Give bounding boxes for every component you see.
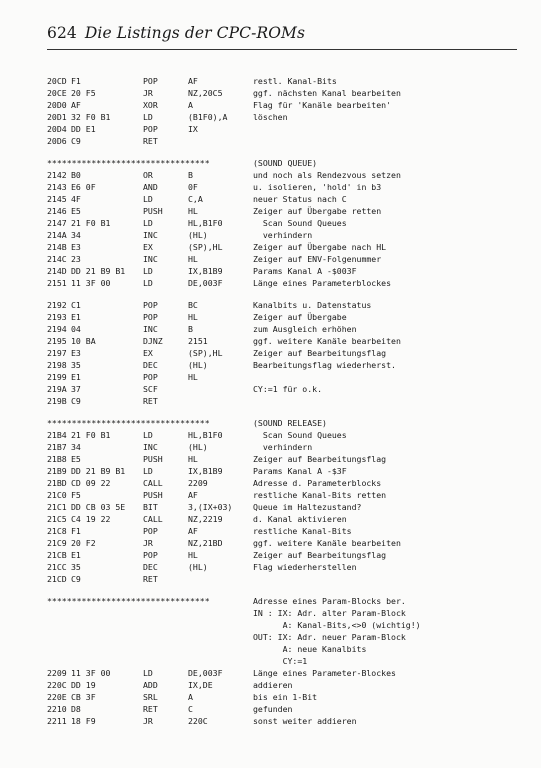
code-line [47, 668, 527, 680]
hex-bytes: E1 [71, 550, 81, 560]
hex-bytes: F1 [71, 76, 81, 86]
address: 21CB [47, 550, 67, 560]
separator-stars: ********************************* [47, 596, 210, 606]
address: 220C [47, 680, 67, 690]
operand: HL [188, 206, 198, 216]
hex-bytes: F1 [71, 526, 81, 536]
address: 2197 [47, 348, 67, 358]
code-line [47, 218, 527, 230]
mnemonic: XOR [143, 100, 158, 110]
operand: (HL) [188, 442, 208, 452]
hex-bytes: E1 [71, 312, 81, 322]
address: 21CD [47, 574, 67, 584]
hex-bytes: CD 09 22 [71, 478, 111, 488]
comment: OUT: IX: Adr. neuer Param-Block [253, 632, 406, 642]
code-line [47, 242, 527, 254]
hex-bytes: C9 [71, 574, 81, 584]
mnemonic: BIT [143, 502, 158, 512]
operand: (B1F0),A [188, 112, 228, 122]
operand: NZ,20C5 [188, 88, 223, 98]
comment: Flag für 'Kanäle bearbeiten' [253, 100, 392, 110]
mnemonic: LD [143, 466, 153, 476]
operand: DE,003F [188, 668, 223, 678]
address: 21CC [47, 562, 67, 572]
code-line [47, 526, 527, 538]
operand: HL [188, 254, 198, 264]
address: 214A [47, 230, 67, 240]
hex-bytes: 37 [71, 384, 81, 394]
operand: (HL) [188, 562, 208, 572]
comment: Länge eines Parameter-Blockes [253, 668, 396, 678]
mnemonic: INC [143, 254, 158, 264]
code-line [47, 704, 527, 716]
mnemonic: LD [143, 668, 153, 678]
hex-bytes: E5 [71, 454, 81, 464]
address: 20D4 [47, 124, 67, 134]
code-line [47, 656, 527, 668]
section-header-line [47, 596, 527, 608]
code-line [47, 170, 527, 182]
hex-bytes: E5 [71, 206, 81, 216]
hex-bytes: 35 [71, 562, 81, 572]
mnemonic: INC [143, 324, 158, 334]
operand: DE,003F [188, 278, 223, 288]
address: 2210 [47, 704, 67, 714]
comment: Scan Sound Queues [253, 430, 347, 440]
operand: HL [188, 372, 198, 382]
operand: AF [188, 526, 198, 536]
code-line [47, 254, 527, 266]
operand: B [188, 324, 193, 334]
hex-bytes: E6 0F [71, 182, 96, 192]
address: 2195 [47, 336, 67, 346]
address: 20D0 [47, 100, 67, 110]
hex-bytes: 4F [71, 194, 81, 204]
address: 21C5 [47, 514, 67, 524]
comment: Params Kanal A -$3F [253, 466, 347, 476]
comment: ggf. nächsten Kanal bearbeiten [253, 88, 401, 98]
mnemonic: LD [143, 112, 153, 122]
address: 21B7 [47, 442, 67, 452]
hex-bytes: 20 F2 [71, 538, 96, 548]
comment: verhindern [253, 230, 313, 240]
page-title: Die Listings der CPC-ROMs [84, 24, 306, 42]
address: 21C8 [47, 526, 67, 536]
hex-bytes: 18 F9 [71, 716, 96, 726]
operand: C [188, 704, 193, 714]
hex-bytes: 32 F0 B1 [71, 112, 111, 122]
hex-bytes: C9 [71, 136, 81, 146]
code-line [47, 396, 527, 408]
hex-bytes: DD 21 B9 B1 [71, 466, 126, 476]
hex-bytes: 35 [71, 360, 81, 370]
mnemonic: JR [143, 88, 153, 98]
comment: Zeiger auf Übergabe [253, 312, 347, 322]
block-gap [47, 586, 527, 596]
code-line [47, 454, 527, 466]
address: 2194 [47, 324, 67, 334]
operand: NZ,21BD [188, 538, 223, 548]
hex-bytes: 34 [71, 230, 81, 240]
hex-bytes: 11 3F 00 [71, 668, 111, 678]
hex-bytes: 34 [71, 442, 81, 452]
address: 2147 [47, 218, 67, 228]
page-header [47, 24, 517, 42]
mnemonic: INC [143, 230, 158, 240]
address: 214B [47, 242, 67, 252]
assembly-listing [47, 76, 527, 728]
block-gap [47, 408, 527, 418]
comment: Zeiger auf Übergabe retten [253, 206, 382, 216]
hex-bytes: DD 21 B9 B1 [71, 266, 126, 276]
address: 21B8 [47, 454, 67, 464]
mnemonic: PUSH [143, 206, 163, 216]
operand: 220C [188, 716, 208, 726]
operand: HL [188, 454, 198, 464]
comment: verhindern [253, 442, 313, 452]
code-line [47, 632, 527, 644]
operand: B [188, 170, 193, 180]
comment: Adresse d. Parameterblocks [253, 478, 382, 488]
address: 2193 [47, 312, 67, 322]
operand: 2151 [188, 336, 208, 346]
hex-bytes: DD CB 03 5E [71, 502, 126, 512]
code-line [47, 136, 527, 148]
code-line [47, 372, 527, 384]
hex-bytes: 21 F0 B1 [71, 218, 111, 228]
hex-bytes: 11 3F 00 [71, 278, 111, 288]
code-line [47, 442, 527, 454]
comment: Bearbeitungsflag wiederherst. [253, 360, 396, 370]
address: 2142 [47, 170, 67, 180]
hex-bytes: 21 F0 B1 [71, 430, 111, 440]
hex-bytes: 04 [71, 324, 81, 334]
address: 2192 [47, 300, 67, 310]
separator-stars: ********************************* [47, 158, 210, 168]
code-line [47, 360, 527, 372]
mnemonic: RET [143, 136, 158, 146]
comment: Kanalbits u. Datenstatus [253, 300, 372, 310]
hex-bytes: 23 [71, 254, 81, 264]
address: 2143 [47, 182, 67, 192]
address: 20D1 [47, 112, 67, 122]
operand: AF [188, 490, 198, 500]
address: 20D6 [47, 136, 67, 146]
code-line [47, 278, 527, 290]
comment: zum Ausgleich erhöhen [253, 324, 357, 334]
operand: AF [188, 76, 198, 86]
hex-bytes: C4 19 22 [71, 514, 111, 524]
code-line [47, 562, 527, 574]
mnemonic: EX [143, 242, 153, 252]
code-line [47, 230, 527, 242]
address: 2151 [47, 278, 67, 288]
code-line [47, 88, 527, 100]
mnemonic: AND [143, 182, 158, 192]
operand: IX,DE [188, 680, 213, 690]
address: 220E [47, 692, 67, 702]
operand: 2209 [188, 478, 208, 488]
operand: C,A [188, 194, 203, 204]
code-line [47, 680, 527, 692]
comment: addieren [253, 680, 293, 690]
mnemonic: EX [143, 348, 153, 358]
code-line [47, 430, 527, 442]
operand: IX [188, 124, 198, 134]
code-line [47, 112, 527, 124]
mnemonic: POP [143, 372, 158, 382]
hex-bytes: F5 [71, 490, 81, 500]
hex-bytes: 20 F5 [71, 88, 96, 98]
hex-bytes: E3 [71, 348, 81, 358]
hex-bytes: C9 [71, 396, 81, 406]
section-comment: (SOUND QUEUE) [253, 158, 318, 168]
comment: und noch als Rendezvous setzen [253, 170, 401, 180]
comment: A: Kanal-Bits,<>0 (wichtig!) [253, 620, 421, 630]
address: 2199 [47, 372, 67, 382]
mnemonic: DEC [143, 562, 158, 572]
address: 214C [47, 254, 67, 264]
comment: Zeiger auf ENV-Folgenummer [253, 254, 382, 264]
code-line [47, 644, 527, 656]
code-line [47, 574, 527, 586]
address: 21BD [47, 478, 67, 488]
address: 219B [47, 396, 67, 406]
mnemonic: JR [143, 716, 153, 726]
code-line [47, 206, 527, 218]
address: 2209 [47, 668, 67, 678]
code-line [47, 538, 527, 550]
address: 2145 [47, 194, 67, 204]
hex-bytes: 10 BA [71, 336, 96, 346]
address: 20CD [47, 76, 67, 86]
mnemonic: POP [143, 300, 158, 310]
mnemonic: SRL [143, 692, 158, 702]
comment: Länge eines Parameterblockes [253, 278, 392, 288]
comment: Queue im Haltezustand? [253, 502, 362, 512]
mnemonic: DJNZ [143, 336, 163, 346]
comment: ggf. weitere Kanäle bearbeiten [253, 538, 401, 548]
operand: HL [188, 312, 198, 322]
mnemonic: ADD [143, 680, 158, 690]
address: 21B9 [47, 466, 67, 476]
mnemonic: LD [143, 430, 153, 440]
mnemonic: LD [143, 218, 153, 228]
address: 2146 [47, 206, 67, 216]
mnemonic: LD [143, 266, 153, 276]
comment: A: neue Kanalbits [253, 644, 367, 654]
mnemonic: RET [143, 704, 158, 714]
comment: sonst weiter addieren [253, 716, 357, 726]
code-line [47, 692, 527, 704]
code-line [47, 266, 527, 278]
mnemonic: POP [143, 312, 158, 322]
block-gap [47, 290, 527, 300]
comment: gefunden [253, 704, 293, 714]
operand: (SP),HL [188, 242, 223, 252]
comment: restliche Kanal-Bits retten [253, 490, 387, 500]
mnemonic: LD [143, 194, 153, 204]
code-line [47, 76, 527, 88]
comment: Params Kanal A -$003F [253, 266, 357, 276]
mnemonic: POP [143, 124, 158, 134]
address: 20CE [47, 88, 67, 98]
operand: (HL) [188, 360, 208, 370]
comment: Scan Sound Queues [253, 218, 347, 228]
comment: Zeiger auf Übergabe nach HL [253, 242, 387, 252]
separator-stars: ********************************* [47, 418, 210, 428]
comment: bis ein 1-Bit [253, 692, 318, 702]
hex-bytes: E1 [71, 372, 81, 382]
section-comment: Adresse eines Param-Blocks ber. [253, 596, 406, 606]
mnemonic: POP [143, 550, 158, 560]
code-line [47, 384, 527, 396]
address: 214D [47, 266, 67, 276]
mnemonic: CALL [143, 514, 163, 524]
operand: HL [188, 550, 198, 560]
operand: A [188, 692, 193, 702]
code-line [47, 300, 527, 312]
comment: Zeiger auf Bearbeitungsflag [253, 348, 387, 358]
hex-bytes: DD E1 [71, 124, 96, 134]
mnemonic: POP [143, 76, 158, 86]
hex-bytes: AF [71, 100, 81, 110]
mnemonic: LD [143, 278, 153, 288]
operand: IX,B1B9 [188, 266, 223, 276]
comment: restl. Kanal-Bits [253, 76, 337, 86]
operand: BC [188, 300, 198, 310]
code-line [47, 312, 527, 324]
mnemonic: SCF [143, 384, 158, 394]
address: 21C9 [47, 538, 67, 548]
address: 2198 [47, 360, 67, 370]
hex-bytes: D8 [71, 704, 81, 714]
comment: neuer Status nach C [253, 194, 347, 204]
mnemonic: CALL [143, 478, 163, 488]
mnemonic: DEC [143, 360, 158, 370]
mnemonic: RET [143, 574, 158, 584]
operand: IX,B1B9 [188, 466, 223, 476]
section-header-line [47, 418, 527, 430]
code-line [47, 348, 527, 360]
code-line [47, 194, 527, 206]
comment: restliche Kanal-Bits [253, 526, 352, 536]
code-line [47, 502, 527, 514]
hex-bytes: B0 [71, 170, 81, 180]
code-line [47, 716, 527, 728]
code-line [47, 336, 527, 348]
operand: (SP),HL [188, 348, 223, 358]
comment: CY:=1 [253, 656, 308, 666]
hex-bytes: E3 [71, 242, 81, 252]
comment: d. Kanal aktivieren [253, 514, 347, 524]
block-gap [47, 148, 527, 158]
operand: 3,(IX+03) [188, 502, 233, 512]
hex-bytes: CB 3F [71, 692, 96, 702]
operand: A [188, 100, 193, 110]
mnemonic: OR [143, 170, 153, 180]
code-line [47, 478, 527, 490]
operand: HL,B1F0 [188, 430, 223, 440]
code-line [47, 324, 527, 336]
comment: ggf. weitere Kanäle bearbeiten [253, 336, 401, 346]
hex-bytes: DD 19 [71, 680, 96, 690]
operand: 0F [188, 182, 198, 192]
mnemonic: PUSH [143, 490, 163, 500]
mnemonic: JR [143, 538, 153, 548]
comment: löschen [253, 112, 288, 122]
operand: (HL) [188, 230, 208, 240]
address: 219A [47, 384, 67, 394]
mnemonic: INC [143, 442, 158, 452]
mnemonic: POP [143, 526, 158, 536]
address: 21C0 [47, 490, 67, 500]
comment: u. isolieren, 'hold' in b3 [253, 182, 382, 192]
code-line [47, 466, 527, 478]
comment: IN : IX: Adr. alter Param-Block [253, 608, 406, 618]
mnemonic: PUSH [143, 454, 163, 464]
code-line [47, 100, 527, 112]
code-line [47, 550, 527, 562]
hex-bytes: C1 [71, 300, 81, 310]
code-line [47, 608, 527, 620]
operand: NZ,2219 [188, 514, 223, 524]
code-line [47, 514, 527, 526]
code-line [47, 182, 527, 194]
comment: Zeiger auf Bearbeitungsflag [253, 454, 387, 464]
code-line [47, 124, 527, 136]
code-line [47, 490, 527, 502]
address: 21B4 [47, 430, 67, 440]
header-rule [47, 49, 517, 50]
code-line [47, 620, 527, 632]
comment: CY:=1 für o.k. [253, 384, 323, 394]
section-comment: (SOUND RELEASE) [253, 418, 327, 428]
comment: Flag wiederherstellen [253, 562, 357, 572]
mnemonic: RET [143, 396, 158, 406]
section-header-line [47, 158, 527, 170]
comment: Zeiger auf Bearbeitungsflag [253, 550, 387, 560]
address: 2211 [47, 716, 67, 726]
address: 21C1 [47, 502, 67, 512]
page-number: 624 [47, 24, 77, 42]
operand: HL,B1F0 [188, 218, 223, 228]
